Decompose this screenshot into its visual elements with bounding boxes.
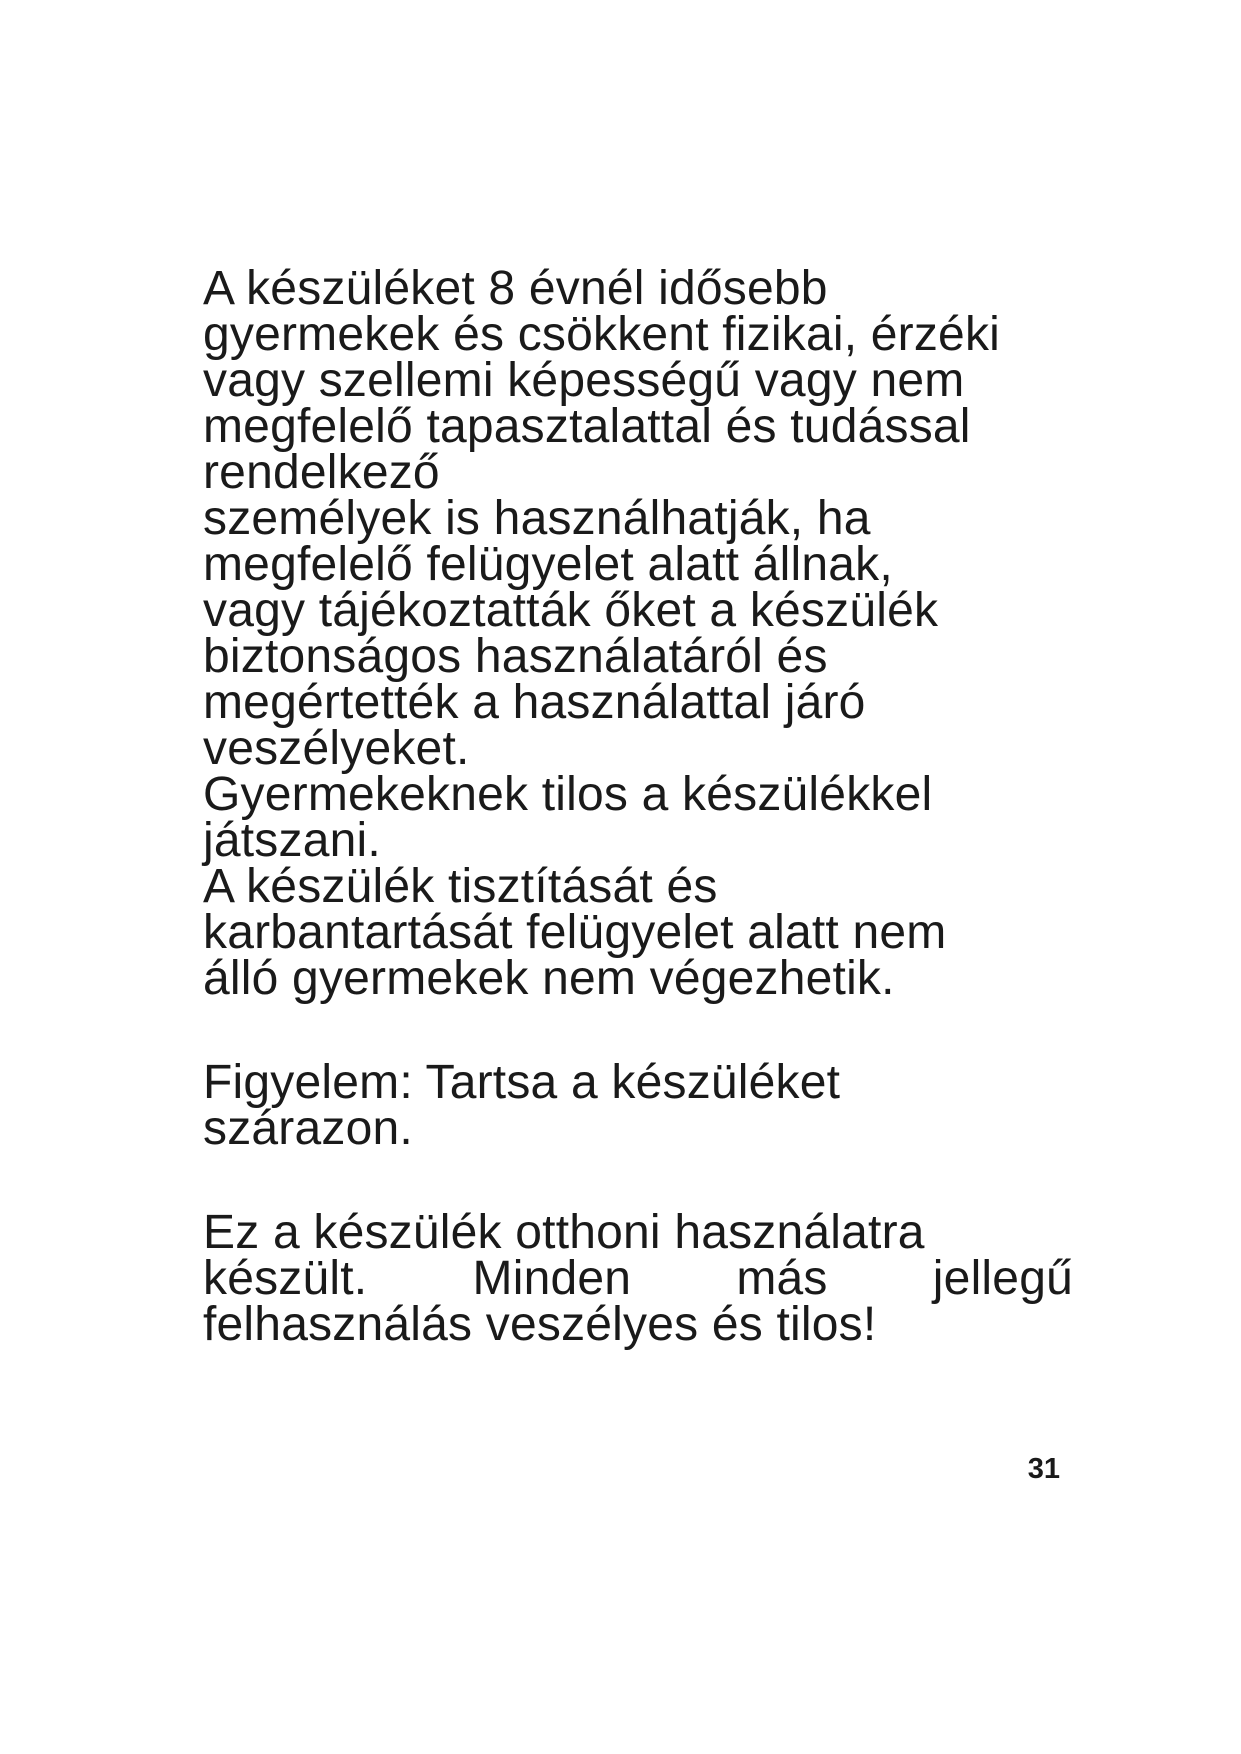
text-line: megértették a használattal járó [203, 676, 866, 729]
warning-paragraph [203, 1056, 1073, 1155]
safety-paragraph [203, 262, 1073, 1005]
text-line: biztonságos használatáról és [203, 630, 828, 683]
paragraph-spacer [203, 1002, 1073, 1060]
text-line: felhasználás veszélyes és tilos! [203, 1298, 877, 1351]
page-number: 31 [1027, 1453, 1060, 1485]
text-line: karbantartását felügyelet alatt nem [203, 906, 947, 959]
text-line: játszani. [203, 814, 381, 867]
text-body [203, 262, 1073, 1351]
text-line: Gyermekeknek tilos a készülékkel [203, 768, 933, 821]
text-line: megfelelő tapasztalattal és tudással [203, 400, 971, 453]
text-line: szárazon. [203, 1102, 413, 1155]
text-line: veszélyeket. [203, 722, 470, 775]
text-line: készült. Minden más jellegű [203, 1252, 1073, 1305]
text-line: A készülék tisztítását és [203, 860, 718, 913]
paragraph-spacer [203, 1152, 1073, 1210]
text-line: A készüléket 8 évnél idősebb [203, 262, 828, 315]
text-line: gyermekek és csökkent fizikai, érzéki [203, 308, 1001, 361]
text-line: megfelelő felügyelet alatt állnak, [203, 538, 893, 591]
text-line: Ez a készülék otthoni használatra [203, 1206, 925, 1259]
usage-paragraph [203, 1206, 1073, 1351]
text-line: Figyelem: Tartsa a készüléket [203, 1056, 841, 1109]
text-line: álló gyermekek nem végezhetik. [203, 952, 895, 1005]
text-line: személyek is használhatják, ha [203, 492, 871, 545]
text-line: rendelkező [203, 446, 440, 499]
text-line: vagy tájékoztatták őket a készülék [203, 584, 939, 637]
text-line: vagy szellemi képességű vagy nem [203, 354, 965, 407]
